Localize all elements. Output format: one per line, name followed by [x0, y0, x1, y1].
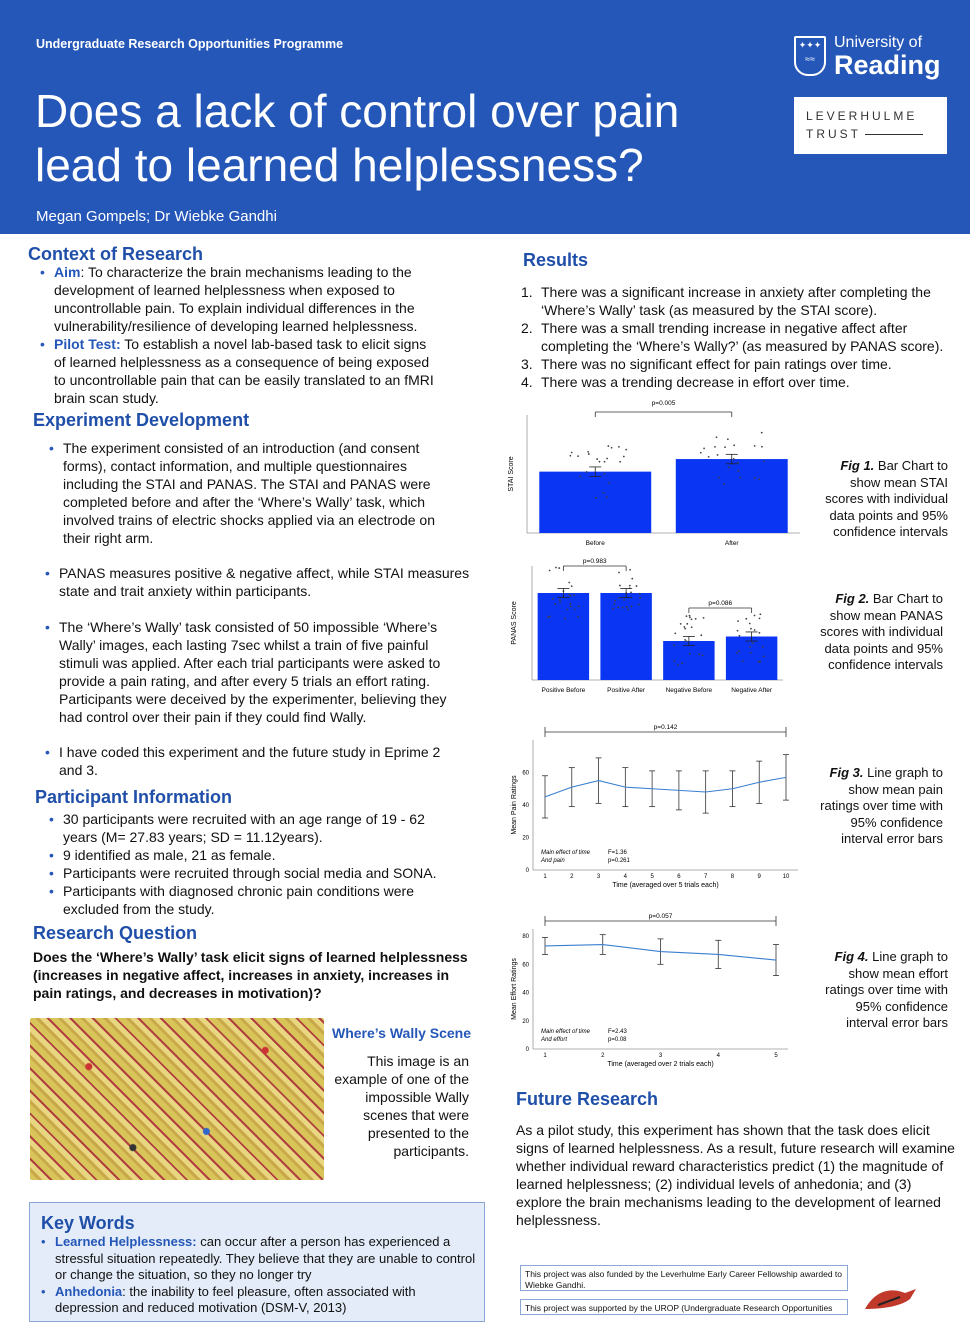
- leverhulme-line1: LEVERHULME: [806, 109, 918, 123]
- keywords-box: [29, 1202, 485, 1322]
- data-point: [606, 496, 608, 498]
- data-point: [555, 567, 557, 569]
- data-point: [559, 599, 561, 601]
- participant-item: • 30 participants were recruited with an age range of 19 - 62 years (M= 27.83 years; SD = 11.12years).: [45, 810, 461, 846]
- x-tick-label: 5: [650, 874, 654, 880]
- keyword-item: [37, 1234, 477, 1284]
- x-tick-label: 9: [757, 874, 761, 880]
- data-point: [759, 632, 761, 634]
- stats-label: And pain: [541, 858, 565, 864]
- data-point: [627, 609, 629, 611]
- keyword-label: Learned Helplessness:: [55, 1234, 197, 1249]
- data-point: [686, 615, 688, 617]
- data-point: [625, 449, 627, 451]
- data-point: [728, 466, 730, 468]
- data-point: [754, 477, 756, 479]
- results-list: [521, 283, 961, 391]
- pilot-item: [36, 335, 436, 407]
- result-text: There was a trending decrease in effort over time.: [541, 374, 850, 390]
- data-point: [759, 613, 761, 615]
- data-point: [611, 447, 613, 449]
- data-point: [763, 460, 765, 462]
- data-point: [606, 458, 608, 460]
- data-point: [618, 572, 620, 574]
- p-value-label: p=0.086: [708, 600, 733, 607]
- data-point: [629, 569, 631, 571]
- y-tick-label: 80: [522, 934, 529, 941]
- data-point: [612, 608, 614, 610]
- data-point: [549, 570, 551, 572]
- data-point: [742, 660, 744, 662]
- data-point: [578, 605, 580, 607]
- data-point: [618, 446, 620, 448]
- data-point: [689, 653, 691, 655]
- bar: [538, 593, 589, 680]
- data-point: [630, 605, 632, 607]
- university-logo: [794, 34, 944, 82]
- wally-heading: Where’s Wally Scene: [332, 1025, 472, 1041]
- y-tick-label: 0: [525, 1047, 529, 1053]
- data-point: [739, 477, 741, 479]
- data-point: [717, 454, 719, 456]
- panas-bar-chart: [508, 552, 788, 702]
- data-point: [684, 639, 686, 641]
- data-point: [708, 456, 710, 458]
- data-point: [569, 603, 571, 605]
- data-point: [571, 585, 573, 587]
- data-point: [738, 650, 740, 652]
- data-point: [724, 446, 726, 448]
- data-point: [689, 615, 691, 617]
- results-heading: Results: [523, 250, 589, 270]
- data-point: [566, 609, 568, 611]
- data-point: [680, 623, 682, 625]
- leverhulme-logo: [794, 97, 947, 154]
- data-point: [587, 451, 589, 453]
- y-axis-label: Mean Effort Ratings: [511, 958, 518, 1020]
- data-point: [677, 664, 679, 666]
- x-tick-label: Positive After: [607, 687, 646, 694]
- data-point: [716, 436, 718, 438]
- participant-item: • Participants were recruited through social media and SONA.: [45, 864, 461, 882]
- data-point: [703, 617, 705, 619]
- y-axis-label: STAI Score: [508, 456, 515, 492]
- aim-label: Aim: [54, 264, 81, 280]
- experiment-p3: [41, 618, 461, 726]
- data-point: [683, 626, 685, 628]
- x-tick-label: Negative After: [731, 687, 773, 694]
- result-item: [521, 355, 961, 373]
- x-tick-label: 8: [730, 874, 735, 880]
- data-point: [558, 567, 560, 569]
- series-line: [545, 777, 786, 797]
- question-text: Does the ‘Where’s Wally’ task elicit signs of learned helplessness (increases in negative affect, increases in anxiety, increases in pain ratings, and decreases in motivation)?: [33, 949, 468, 1001]
- header-banner: [0, 0, 970, 234]
- result-number: 1.: [521, 284, 533, 300]
- x-tick-label: 1: [543, 1053, 547, 1059]
- data-point: [749, 623, 751, 625]
- data-point: [608, 482, 610, 484]
- data-point: [638, 604, 640, 606]
- data-point: [573, 594, 575, 596]
- data-point: [614, 600, 616, 602]
- p-value-label: p=0.983: [582, 558, 607, 565]
- data-point: [750, 652, 752, 654]
- data-point: [736, 652, 738, 654]
- funding-note-2: This project was supported by the UROP (Undergraduate Research Opportunities: [520, 1299, 848, 1315]
- x-tick-label: Positive Before: [541, 687, 586, 694]
- bar: [600, 593, 651, 680]
- data-point: [727, 438, 729, 440]
- stats-label: Main effect of time: [541, 1029, 591, 1035]
- bar: [676, 459, 788, 533]
- result-item: [521, 283, 961, 319]
- data-point: [586, 471, 588, 473]
- data-point: [604, 461, 606, 463]
- data-point: [714, 446, 716, 448]
- data-point: [622, 607, 624, 609]
- data-point: [762, 646, 764, 648]
- aim-item: [36, 263, 436, 335]
- data-point: [619, 461, 621, 463]
- x-tick-label: 4: [716, 1053, 720, 1059]
- fig2-text: Bar Chart to show mean PANAS scores with individual data points and 95% confidence intervals: [820, 591, 943, 672]
- data-point: [754, 615, 756, 617]
- x-tick-label: 3: [596, 874, 601, 880]
- data-point: [739, 635, 741, 637]
- data-point: [549, 616, 551, 618]
- data-point: [623, 456, 625, 458]
- data-point: [574, 609, 576, 611]
- x-tick-label: 3: [658, 1053, 663, 1059]
- fig3-caption: [820, 765, 943, 848]
- x-tick-label: 5: [774, 1053, 778, 1059]
- result-text: There was a significant increase in anxiety after completing the ‘Where’s Wally’ task (as measured by the STAI score).: [541, 284, 931, 318]
- participants-heading: Participant Information: [35, 787, 233, 807]
- question-heading: Research Question: [33, 923, 198, 943]
- data-point: [737, 620, 739, 622]
- data-point: [718, 477, 720, 479]
- data-point: [554, 603, 556, 605]
- result-number: 4.: [521, 374, 533, 390]
- context-list: [36, 263, 436, 407]
- experiment-p4: [41, 743, 461, 779]
- data-point: [617, 606, 619, 608]
- x-tick-label: 6: [677, 874, 681, 880]
- data-point: [596, 458, 598, 460]
- context-heading: Context of Research: [28, 244, 204, 264]
- x-tick-label: After: [724, 540, 739, 547]
- keyword-label: Anhedonia: [55, 1283, 123, 1299]
- data-point: [631, 578, 633, 580]
- programme-name: Undergraduate Research Opportunities Programme: [36, 37, 344, 51]
- fig4-text: Line graph to show mean effort ratings over time with 95% confidence interval error bars: [825, 949, 948, 1030]
- data-point: [580, 476, 582, 478]
- fig1-text: Bar Chart to show mean STAI scores with individual data points and 95% confidence intervals: [825, 458, 948, 539]
- data-point: [559, 601, 561, 603]
- y-tick-label: 40: [522, 990, 529, 997]
- data-point: [595, 497, 597, 499]
- data-point: [568, 582, 570, 584]
- bar: [726, 637, 777, 681]
- data-point: [749, 646, 751, 648]
- x-axis-label: Time (averaged over 2 trials each): [607, 1061, 714, 1068]
- data-point: [673, 644, 675, 646]
- data-point: [684, 628, 686, 630]
- data-point: [571, 452, 573, 454]
- data-point: [733, 458, 735, 460]
- result-item: [521, 373, 961, 391]
- data-point: [750, 628, 752, 630]
- participant-item: • Participants with diagnosed chronic pain conditions were excluded from the study.: [45, 882, 461, 918]
- data-point: [639, 593, 641, 595]
- data-point: [752, 642, 754, 644]
- data-point: [636, 585, 638, 587]
- stai-bar-chart: [505, 395, 810, 550]
- stats-value: p=0.261: [608, 858, 630, 864]
- x-tick-label: 10: [782, 874, 790, 880]
- stats-label: And effort: [541, 1037, 568, 1043]
- x-tick-label: 4: [623, 874, 628, 880]
- data-point: [614, 603, 616, 605]
- data-point: [552, 598, 554, 600]
- data-point: [681, 662, 683, 664]
- experiment-text-2: • PANAS measures positive & negative affect, while STAI measures state and trait anxiety within participants.: [41, 564, 471, 600]
- experiment-p2: [41, 564, 471, 600]
- data-point: [629, 585, 631, 587]
- data-point: [603, 492, 605, 494]
- experiment-heading: Experiment Development: [33, 410, 250, 430]
- effort-line-chart: [508, 903, 798, 1083]
- data-point: [737, 630, 739, 632]
- p-value-label: p=0.142: [653, 724, 678, 731]
- data-point: [761, 446, 763, 448]
- y-tick-label: 20: [522, 835, 529, 842]
- data-point: [737, 470, 739, 472]
- data-point: [689, 617, 691, 619]
- stats-label: Main effect of time: [541, 850, 591, 856]
- university-line2: Reading: [834, 50, 941, 80]
- crest-icon: ✦✦✦ ≈≈: [794, 36, 826, 76]
- fig3-label: Fig 3.: [829, 765, 864, 780]
- bar: [539, 472, 651, 533]
- data-point: [702, 654, 704, 656]
- result-text: There was a small trending increase in negative affect after completing the ‘Where’s Wally?’ (as measured by PANAS score).: [541, 320, 944, 354]
- y-axis-label: PANAS Score: [511, 601, 518, 645]
- fig1-caption: [815, 458, 948, 541]
- leverhulme-line2: TRUST: [806, 127, 923, 141]
- data-point: [759, 617, 761, 619]
- data-point: [618, 597, 620, 599]
- keywords-list: [37, 1234, 477, 1317]
- p-value-label: p=0.005: [651, 400, 676, 407]
- data-point: [758, 661, 760, 663]
- y-tick-label: 20: [522, 1018, 529, 1025]
- data-point: [686, 623, 688, 625]
- x-tick-label: 7: [703, 874, 708, 880]
- x-tick-label: 1: [543, 874, 547, 880]
- fig3-text: Line graph to show mean pain ratings over time with 95% confidence interval error bars: [820, 765, 943, 846]
- data-point: [570, 595, 572, 597]
- experiment-text-4: • I have coded this experiment and the future study in Eprime 2 and 3.: [41, 743, 461, 779]
- data-point: [639, 597, 641, 599]
- y-tick-label: 0: [525, 868, 529, 874]
- y-tick-label: 60: [522, 770, 529, 777]
- participants-list: [41, 810, 461, 918]
- poster-title: Does a lack of control over pain lead to learned helplessness?: [35, 85, 680, 191]
- result-text: There was no significant effect for pain ratings over time.: [541, 356, 892, 372]
- fig2-label: Fig 2.: [835, 591, 870, 606]
- data-point: [630, 591, 632, 593]
- experiment-text-1: • The experiment consisted of an introduction (and consent forms), contact information, and multiple questionnaires including the STAI and PANAS. The STAI and PANAS were completed before and after the ‘Where’s Wally’ task, which involved trains of electric shocks applied via an electrode on their right arm.: [45, 439, 451, 547]
- data-point: [673, 660, 675, 662]
- data-point: [623, 599, 625, 601]
- data-point: [761, 432, 763, 434]
- stats-value: F=1.36: [608, 850, 627, 856]
- funding-note-1: This project was also funded by the Leverhulme Early Career Fellowship awarded to Wiebke Gandhi.: [520, 1265, 848, 1291]
- pilot-label: Pilot Test:: [54, 336, 121, 352]
- experiment-p1: [41, 439, 451, 547]
- university-line1: University of: [834, 34, 923, 51]
- data-point: [607, 445, 609, 447]
- data-point: [700, 452, 702, 454]
- fig1-label: Fig 1.: [840, 458, 875, 473]
- data-point: [564, 618, 566, 620]
- data-point: [604, 473, 606, 475]
- y-axis-label: Mean Pain Ratings: [511, 775, 518, 835]
- x-tick-label: Negative Before: [665, 687, 713, 694]
- data-point: [570, 606, 572, 608]
- stats-value: F=2.43: [608, 1029, 627, 1035]
- data-point: [700, 634, 702, 636]
- fig4-label: Fig 4.: [834, 949, 869, 964]
- data-point: [577, 455, 579, 457]
- data-point: [674, 632, 676, 634]
- x-tick-label: 2: [570, 874, 574, 880]
- fig4-caption: [820, 949, 948, 1032]
- data-point: [691, 626, 693, 628]
- fig2-caption: [815, 591, 943, 674]
- wally-text: This image is an example of one of the impossible Wally scenes that were presented to the participants.: [334, 1053, 469, 1159]
- experiment-text-3: • The ‘Where’s Wally’ task consisted of 50 impossible ‘Where’s Wally’ images, each lasting 7sec whilst a train of five painful stimuli was applied. After each trial participants were asked to provide a pain rating, and after every 5 trials an effort rating. Participants were deceived by the experimenter, believing they had control over their pain if they could find Wally.: [41, 618, 461, 726]
- result-number: 2.: [521, 320, 533, 336]
- data-point: [723, 483, 725, 485]
- future-text: As a pilot study, this experiment has shown that the task does elicit signs of learned helplessness. As a result, future research will examine whether individual reward characteristics predict (1) the magnitude of learned helplessness; (2) individual levels of anhedonia; and (3) explore the brain mechanisms leading to the development of learned helplessness.: [516, 1122, 955, 1228]
- aim-text: : To characterize the brain mechanisms leading to the development of learned helplessness when exposed to uncontrollable pain. To explain individual differences in the vulnerability/resilience of developing learned helplessness.: [54, 264, 418, 334]
- data-point: [599, 461, 601, 463]
- p-value-label: p=0.057: [648, 913, 673, 920]
- result-item: [521, 319, 961, 355]
- keywords-heading: Key Words: [41, 1213, 135, 1233]
- bird-logo-icon: [860, 1283, 920, 1311]
- data-point: [763, 655, 765, 657]
- keyword-text: can occur after a person has experienced a stressful situation repeatedly. They believe that they are unable to control or change the situation, so they no longer try: [55, 1234, 476, 1282]
- authors: Megan Gompels; Dr Wiebke Gandhi: [36, 208, 277, 225]
- data-point: [626, 606, 628, 608]
- x-tick-label: 2: [601, 1053, 605, 1059]
- data-point: [754, 629, 756, 631]
- pain-line-chart: [508, 712, 813, 900]
- data-point: [568, 593, 570, 595]
- y-tick-label: 40: [522, 803, 529, 809]
- data-point: [686, 640, 688, 642]
- data-point: [569, 455, 571, 457]
- bar: [663, 641, 714, 680]
- stats-value: p=0.08: [608, 1037, 627, 1043]
- data-point: [588, 453, 590, 455]
- data-point: [733, 444, 735, 446]
- data-point: [754, 445, 756, 447]
- data-point: [698, 653, 700, 655]
- data-point: [745, 618, 747, 620]
- x-tick-label: Before: [585, 540, 605, 547]
- y-tick-label: 60: [522, 962, 529, 969]
- data-point: [691, 618, 693, 620]
- future-heading: Future Research: [516, 1089, 659, 1109]
- pilot-text: To establish a novel lab-based task to elicit signs of learned helplessness as a consequence of being exposed to uncontrollable pain that can be easily translated to an fMRI brain scan study.: [54, 336, 434, 406]
- x-axis-label: Time (averaged over 5 trials each): [612, 882, 719, 889]
- result-number: 3.: [521, 356, 533, 372]
- data-point: [758, 478, 760, 480]
- data-point: [547, 616, 549, 618]
- data-point: [703, 447, 705, 449]
- data-point: [619, 585, 621, 587]
- keyword-text: : the inability to feel pleasure, often associated with depression and reduced motivation (DSM-V, 2013): [55, 1283, 416, 1315]
- participant-item: • 9 identified as male, 21 as female.: [45, 846, 461, 864]
- data-point: [577, 616, 579, 618]
- wally-scene-image: [30, 1018, 324, 1180]
- keyword-item: [37, 1284, 477, 1317]
- data-point: [695, 618, 697, 620]
